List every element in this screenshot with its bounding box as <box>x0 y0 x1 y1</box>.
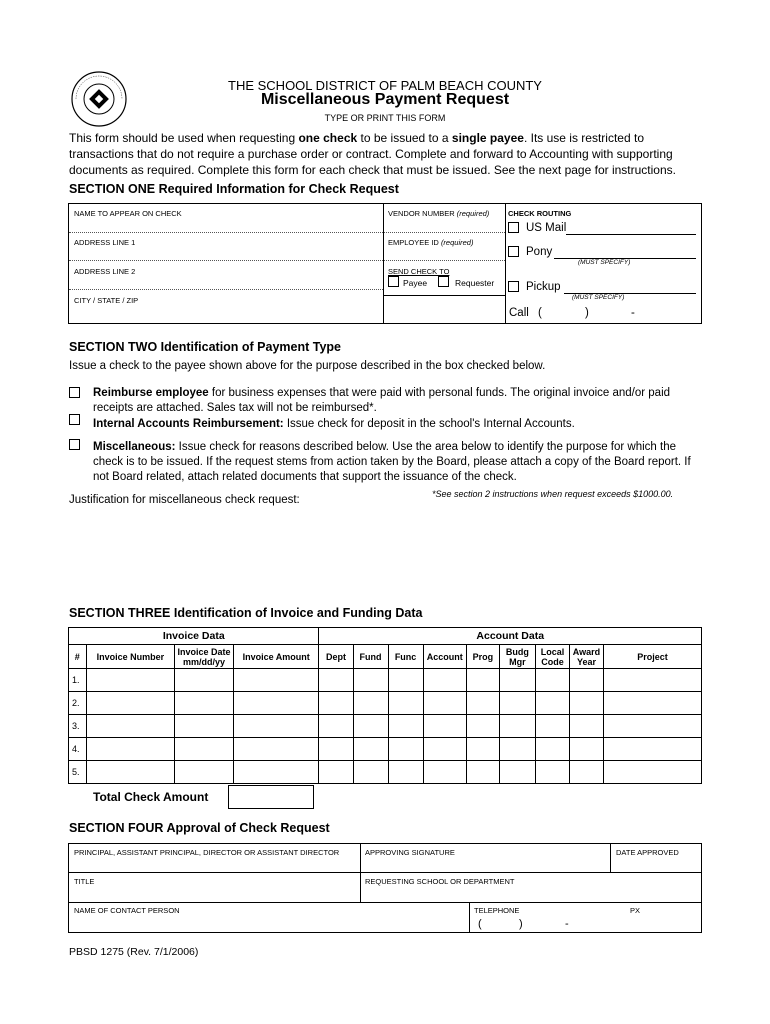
account-cell[interactable] <box>423 761 466 784</box>
award-year-cell[interactable] <box>569 761 603 784</box>
city-state-zip-label: CITY / STATE / ZIP <box>74 296 139 305</box>
account-cell[interactable] <box>423 738 466 761</box>
requesting-school-field[interactable] <box>361 887 699 899</box>
pony-label: Pony <box>526 246 553 258</box>
prog-cell[interactable] <box>466 692 499 715</box>
pony-must-specify: (MUST SPECIFY) <box>578 259 631 266</box>
pickup-checkbox[interactable] <box>508 281 519 292</box>
vendor-number-label: VENDOR NUMBER (required) <box>388 209 490 218</box>
payee-label: Payee <box>403 278 428 288</box>
fund-cell[interactable] <box>353 692 388 715</box>
invoice-number-cell[interactable] <box>86 738 175 761</box>
approving-signature-field[interactable] <box>361 857 607 869</box>
budg-mgr-cell[interactable] <box>499 738 535 761</box>
dept-cell[interactable] <box>319 738 353 761</box>
project-cell[interactable] <box>603 738 701 761</box>
budg-mgr-cell[interactable] <box>499 715 535 738</box>
project-cell[interactable] <box>603 715 701 738</box>
invoice-number-cell[interactable] <box>86 715 175 738</box>
invoice-amount-cell[interactable] <box>233 738 319 761</box>
invoice-amount-cell[interactable] <box>233 715 319 738</box>
section-one-title: SECTION ONE Required Information for Check Request <box>69 182 399 196</box>
invoice-funding-table <box>68 627 702 784</box>
award-year-cell[interactable] <box>569 692 603 715</box>
px-label: PX <box>630 906 641 915</box>
invoice-date-cell[interactable] <box>175 692 234 715</box>
call-dash: - <box>631 307 635 319</box>
dept-cell[interactable] <box>319 715 353 738</box>
form-subtitle: TYPE OR PRINT THIS FORM <box>324 113 446 123</box>
call-label: Call <box>509 307 529 319</box>
func-cell[interactable] <box>388 761 423 784</box>
budg-mgr-cell[interactable] <box>499 692 535 715</box>
column-header-row <box>69 645 702 669</box>
table-row <box>69 715 702 738</box>
invoice-number-cell[interactable] <box>86 692 175 715</box>
address-line-2-field[interactable] <box>70 278 380 292</box>
miscellaneous-checkbox[interactable] <box>69 439 80 450</box>
local-code-cell[interactable] <box>535 715 569 738</box>
address-line-1-field[interactable] <box>70 249 380 263</box>
fund-cell[interactable] <box>353 715 388 738</box>
col-invoice-date: Invoice Date mm/dd/yy <box>175 645 234 669</box>
employee-id-field[interactable] <box>384 249 502 263</box>
us-mail-checkbox[interactable] <box>508 222 519 233</box>
award-year-cell[interactable] <box>569 738 603 761</box>
justification-area[interactable] <box>69 510 703 598</box>
local-code-cell[interactable] <box>535 761 569 784</box>
address-line-2-label: ADDRESS LINE 2 <box>74 267 136 276</box>
vendor-number-field[interactable] <box>384 220 502 234</box>
invoice-date-cell[interactable] <box>175 669 234 692</box>
col-invoice-amount: Invoice Amount <box>233 645 319 669</box>
check-routing-title: CHECK ROUTING <box>508 209 572 218</box>
address-line-1-label: ADDRESS LINE 1 <box>74 238 136 247</box>
section-two-note: *See section 2 instructions when request exceeds $1000.00. <box>432 489 674 499</box>
title-label: TITLE <box>74 877 95 886</box>
prog-cell[interactable] <box>466 738 499 761</box>
local-code-cell[interactable] <box>535 738 569 761</box>
section-four-title: SECTION FOUR Approval of Check Request <box>69 821 330 835</box>
col-func: Func <box>388 645 423 669</box>
col-local-code: Local Code <box>535 645 569 669</box>
invoice-date-cell[interactable] <box>175 738 234 761</box>
invoice-number-cell[interactable] <box>86 669 175 692</box>
dept-cell[interactable] <box>319 761 353 784</box>
name-on-check-label: NAME TO APPEAR ON CHECK <box>74 209 182 218</box>
table-row <box>69 669 702 692</box>
invoice-data-header: Invoice Data <box>69 628 319 645</box>
award-year-cell[interactable] <box>569 715 603 738</box>
account-cell[interactable] <box>423 715 466 738</box>
telephone-paren-open: ( <box>478 918 482 930</box>
table-row <box>69 692 702 715</box>
city-state-zip-field[interactable] <box>70 306 380 320</box>
total-check-amount-field[interactable] <box>228 785 314 809</box>
pony-checkbox[interactable] <box>508 246 519 257</box>
miscellaneous-text: Miscellaneous: Issue check for reasons described below. Use the area below to identify the purpose for which the check is to be issued. If the request stems from action taken by the Board, please attach a copy of the Board report. If not Board related, attach related documents that support the issuance of the check. <box>93 441 691 483</box>
fund-cell[interactable] <box>353 761 388 784</box>
reimburse-employee-checkbox[interactable] <box>69 387 80 398</box>
dept-cell[interactable] <box>319 669 353 692</box>
call-paren-close: ) <box>585 307 589 319</box>
call-paren-open: ( <box>538 307 542 319</box>
form-title: Miscellaneous Payment Request <box>260 91 510 108</box>
principal-field[interactable] <box>70 857 356 869</box>
district-name: THE SCHOOL DISTRICT OF PALM BEACH COUNTY <box>228 78 542 93</box>
date-approved-field[interactable] <box>611 857 699 869</box>
date-approved-label: DATE APPROVED <box>616 848 679 857</box>
row-number: 1. <box>69 669 87 692</box>
us-mail-label: US Mail <box>526 222 567 234</box>
total-check-amount-label: Total Check Amount <box>93 790 209 804</box>
name-on-check-field[interactable] <box>70 220 380 234</box>
col-number: # <box>69 645 87 669</box>
func-cell[interactable] <box>388 715 423 738</box>
telephone-paren-close: ) <box>519 918 523 930</box>
project-cell[interactable] <box>603 692 701 715</box>
row-number: 4. <box>69 738 87 761</box>
account-cell[interactable] <box>423 692 466 715</box>
pickup-must-specify: (MUST SPECIFY) <box>572 294 625 301</box>
local-code-cell[interactable] <box>535 669 569 692</box>
row-number: 2. <box>69 692 87 715</box>
telephone-label: TELEPHONE <box>474 906 520 915</box>
invoice-number-cell[interactable] <box>86 761 175 784</box>
invoice-amount-cell[interactable] <box>233 692 319 715</box>
principal-label: PRINCIPAL, ASSISTANT PRINCIPAL, DIRECTOR OR ASSISTANT DIRECTOR <box>74 848 340 857</box>
col-invoice-number: Invoice Number <box>86 645 175 669</box>
section-two-title: SECTION TWO Identification of Payment Type <box>69 340 342 354</box>
payee-checkbox[interactable] <box>388 276 399 287</box>
contact-person-field[interactable] <box>70 916 464 930</box>
section-three-title: SECTION THREE Identification of Invoice and Funding Data <box>69 606 423 620</box>
account-data-header: Account Data <box>319 628 702 645</box>
dept-cell[interactable] <box>319 692 353 715</box>
section-two-instruction: Issue a check to the payee shown above for the purpose described in the box checked below. <box>69 360 546 372</box>
col-project: Project <box>603 645 701 669</box>
prog-cell[interactable] <box>466 715 499 738</box>
col-fund: Fund <box>353 645 388 669</box>
project-cell[interactable] <box>603 669 701 692</box>
invoice-date-cell[interactable] <box>175 715 234 738</box>
title-field[interactable] <box>70 887 356 899</box>
col-budg-mgr: Budg Mgr <box>499 645 535 669</box>
project-cell[interactable] <box>603 761 701 784</box>
prog-cell[interactable] <box>466 761 499 784</box>
table-row <box>69 761 702 784</box>
col-account: Account <box>423 645 466 669</box>
func-cell[interactable] <box>388 669 423 692</box>
form-id: PBSD 1275 (Rev. 7/1/2006) <box>69 946 199 958</box>
func-cell[interactable] <box>388 692 423 715</box>
invoice-date-cell[interactable] <box>175 761 234 784</box>
budg-mgr-cell[interactable] <box>499 761 535 784</box>
telephone-dash: - <box>565 918 569 930</box>
prog-cell[interactable] <box>466 669 499 692</box>
award-year-cell[interactable] <box>569 669 603 692</box>
invoice-amount-cell[interactable] <box>233 761 319 784</box>
intro-paragraph: This form should be used when requesting one check to be issued to a single payee. Its use is restricted to transactions that do not require a purchase order or contract. Complete and forward to Accounting with supporting documents as required. Complete this form for each check that must be issued. See the next page for instructions. <box>69 131 676 177</box>
requester-checkbox[interactable] <box>438 276 449 287</box>
contact-person-label: NAME OF CONTACT PERSON <box>74 906 180 915</box>
col-award-year: Award Year <box>569 645 603 669</box>
row-number: 5. <box>69 761 87 784</box>
internal-accounts-checkbox[interactable] <box>69 414 80 425</box>
table-row <box>69 738 702 761</box>
employee-id-label: EMPLOYEE ID (required) <box>388 238 474 247</box>
budg-mgr-cell[interactable] <box>499 669 535 692</box>
us-mail-line[interactable] <box>566 234 696 235</box>
requesting-school-label: REQUESTING SCHOOL OR DEPARTMENT <box>365 877 515 886</box>
row-number: 3. <box>69 715 87 738</box>
invoice-amount-cell[interactable] <box>233 669 319 692</box>
reimburse-employee-text: Reimburse employee for business expenses that were paid with personal funds. The original invoice and/or paid receipts are attached. Sales tax will not be reimbursed*. <box>93 387 671 414</box>
account-cell[interactable] <box>423 669 466 692</box>
fund-cell[interactable] <box>353 669 388 692</box>
col-prog: Prog <box>466 645 499 669</box>
approving-signature-label: APPROVING SIGNATURE <box>365 848 455 857</box>
pickup-label: Pickup <box>526 281 561 293</box>
requester-label: Requester <box>455 278 495 288</box>
col-dept: Dept <box>319 645 353 669</box>
local-code-cell[interactable] <box>535 692 569 715</box>
fund-cell[interactable] <box>353 738 388 761</box>
justification-label: Justification for miscellaneous check request: <box>69 494 300 506</box>
internal-accounts-text: Internal Accounts Reimbursement: Issue check for deposit in the school's Internal Accounts. <box>93 418 575 430</box>
func-cell[interactable] <box>388 738 423 761</box>
send-check-to-label: SEND CHECK TO <box>388 267 450 276</box>
